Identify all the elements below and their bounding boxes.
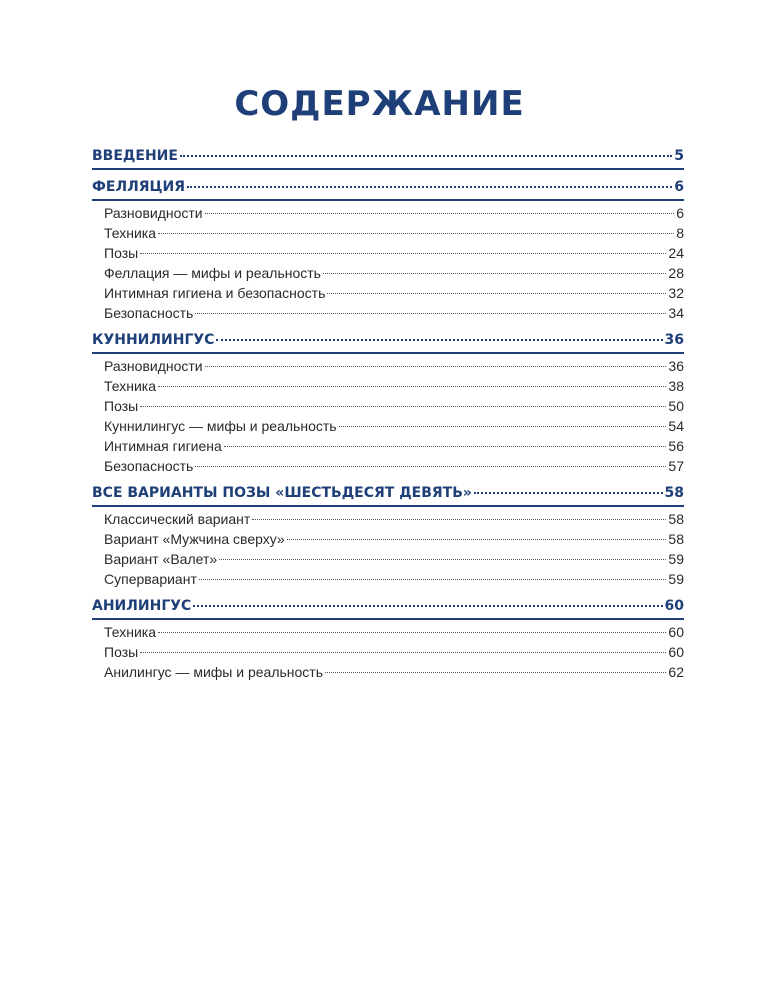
toc-entry-label: Вариант «Валет» (104, 551, 218, 567)
toc-entry-label: Интимная гигиена и безопасность (104, 285, 326, 301)
dot-leader (474, 488, 663, 494)
toc-entry[interactable] (92, 662, 684, 682)
toc-entry-label: Супервариант (104, 571, 197, 587)
dot-leader (339, 422, 667, 427)
dot-leader (199, 575, 667, 580)
dot-leader (158, 382, 666, 387)
toc-entry[interactable] (92, 396, 684, 416)
toc-entry-page: 60 (668, 644, 684, 660)
toc-entry-page: 56 (668, 438, 684, 454)
toc-section-introduction (92, 146, 684, 170)
toc-heading-page: 36 (664, 332, 684, 348)
toc-entry[interactable] (92, 549, 684, 569)
toc-entry-page: 32 (668, 285, 684, 301)
toc-heading-label: ВСЕ ВАРИАНТЫ ПОЗЫ «ШЕСТЬДЕСЯТ ДЕВЯТЬ» (92, 485, 472, 501)
dot-leader (193, 601, 662, 607)
toc-entry-page: 38 (668, 378, 684, 394)
dot-leader (158, 628, 666, 633)
dot-leader (327, 289, 666, 294)
toc-entry[interactable] (92, 303, 684, 323)
dot-leader (252, 515, 666, 520)
dot-leader (205, 362, 667, 367)
toc-entry-label: Техника (104, 624, 157, 640)
dot-leader (205, 209, 675, 214)
toc-entry[interactable] (92, 356, 684, 376)
toc-section-sixty-nine (92, 483, 684, 589)
toc-entry[interactable] (92, 203, 684, 223)
toc-entry-label: Куннилингус — мифы и реальность (104, 418, 337, 434)
toc-heading-row[interactable] (92, 177, 684, 201)
toc-heading-row[interactable] (92, 483, 684, 507)
toc-entry-page: 62 (668, 664, 684, 680)
toc-entry-page: 34 (668, 305, 684, 321)
dot-leader (224, 442, 667, 447)
toc-heading-page: 60 (664, 598, 684, 614)
toc-entry-page: 58 (668, 511, 684, 527)
toc-entry-label: Безопасность (104, 305, 194, 321)
toc-entry-page: 28 (668, 265, 684, 281)
dot-leader (140, 249, 666, 254)
dot-leader (195, 309, 666, 314)
toc-entry-page: 54 (668, 418, 684, 434)
toc-section-cunnilingus (92, 330, 684, 476)
toc-heading-page: 58 (664, 485, 684, 501)
toc-section-anilingus (92, 596, 684, 682)
toc-entry[interactable] (92, 283, 684, 303)
dot-leader (158, 229, 674, 234)
toc-entry[interactable] (92, 622, 684, 642)
dot-leader (140, 648, 666, 653)
toc-entry-page: 50 (668, 398, 684, 414)
toc-entry[interactable] (92, 243, 684, 263)
toc-heading-page: 6 (674, 179, 684, 195)
dot-leader (140, 402, 666, 407)
toc-section-fellatio (92, 177, 684, 323)
toc-entry-label: Феллация — мифы и реальность (104, 265, 321, 281)
toc-entry[interactable] (92, 569, 684, 589)
toc-entry-label: Техника (104, 378, 157, 394)
toc-entry-label: Позы (104, 245, 139, 261)
toc-entry-label: Интимная гигиена (104, 438, 222, 454)
dot-leader (323, 269, 666, 274)
toc-entry-page: 36 (668, 358, 684, 374)
toc-heading-row[interactable] (92, 596, 684, 620)
page-title: СОДЕРЖАНИЕ (234, 84, 525, 124)
toc-entry-page: 59 (668, 551, 684, 567)
dot-leader (325, 668, 666, 673)
toc-entry-page: 57 (668, 458, 684, 474)
toc-entry-page: 58 (668, 531, 684, 547)
toc-heading-row[interactable] (92, 330, 684, 354)
dot-leader (287, 535, 667, 540)
toc-heading-page: 5 (674, 148, 684, 164)
toc-entry-label: Классический вариант (104, 511, 251, 527)
toc-entry-label: Разновидности (104, 358, 203, 374)
toc-entry[interactable] (92, 376, 684, 396)
toc-entry[interactable] (92, 509, 684, 529)
toc-entry-page: 59 (668, 571, 684, 587)
toc-heading-label: КУННИЛИНГУС (92, 332, 215, 348)
toc-entry-page: 24 (668, 245, 684, 261)
toc-entry-label: Позы (104, 398, 139, 414)
toc-entry-label: Техника (104, 225, 157, 241)
toc-entry[interactable] (92, 223, 684, 243)
toc-entry-page: 8 (676, 225, 684, 241)
toc-entry-label: Разновидности (104, 205, 203, 221)
toc-entry-label: Анилингус — мифы и реальность (104, 664, 324, 680)
toc-entry[interactable] (92, 416, 684, 436)
dot-leader (187, 182, 672, 188)
toc-entry[interactable] (92, 263, 684, 283)
toc-heading-row[interactable] (92, 146, 684, 170)
dot-leader (219, 555, 666, 560)
toc-entry-label: Позы (104, 644, 139, 660)
toc-entry[interactable] (92, 456, 684, 476)
table-of-contents (92, 146, 684, 689)
dot-leader (180, 151, 672, 157)
toc-heading-label: АНИЛИНГУС (92, 598, 192, 614)
toc-entry[interactable] (92, 529, 684, 549)
dot-leader (216, 335, 662, 341)
toc-entry-page: 60 (668, 624, 684, 640)
toc-heading-label: ФЕЛЛЯЦИЯ (92, 179, 185, 195)
toc-entry[interactable] (92, 436, 684, 456)
toc-entry[interactable] (92, 642, 684, 662)
toc-entry-label: Безопасность (104, 458, 194, 474)
toc-heading-label: ВВЕДЕНИЕ (92, 148, 178, 164)
toc-entry-page: 6 (676, 205, 684, 221)
toc-entry-label: Вариант «Мужчина сверху» (104, 531, 285, 547)
dot-leader (195, 462, 666, 467)
